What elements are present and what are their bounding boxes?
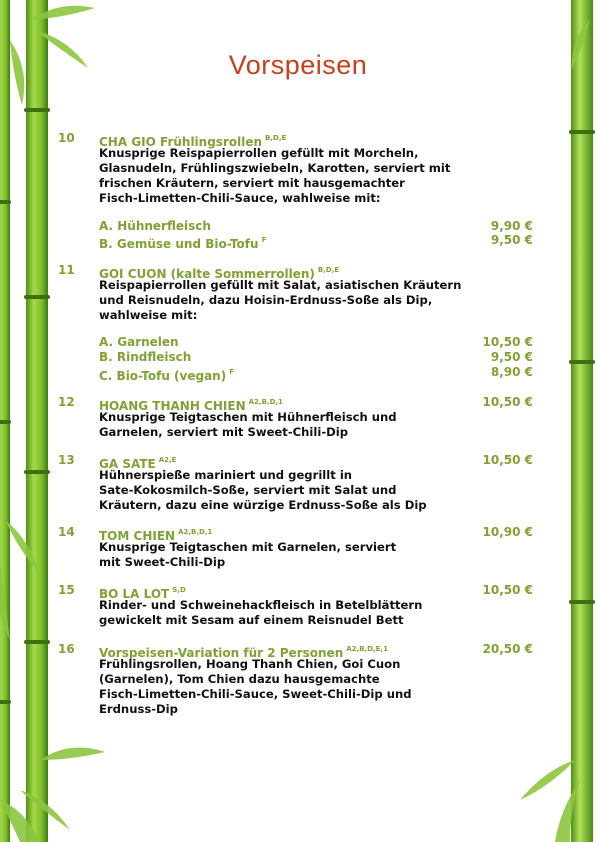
option-label-text: A. Hühnerfleisch [99,219,211,233]
description-line: mit Sweet-Chili-Dip [99,555,226,569]
item-description [99,540,499,570]
description-line: gewickelt mit Sesam auf einem Reisnudel Bett [99,613,404,627]
item-name-text: TOM CHIEN [99,529,176,543]
allergen-codes: S,D [172,586,186,594]
description-line: Kräutern, dazu eine würzige Erdnuss-Soße als Dip [99,498,427,512]
allergen-codes: A2,B,D,1 [178,528,213,536]
option-label [99,350,191,365]
option-price: 9,50 € [490,350,533,364]
allergen-codes: A2,B,D,1 [248,398,283,406]
item-number: 11 [58,263,75,277]
allergen-codes: F [261,236,267,244]
menu-option [0,219,596,234]
description-line: Fisch-Limetten-Chili-Sauce, Sweet-Chili-Dip und [99,687,412,701]
item-number: 16 [58,642,75,656]
item-description [99,468,499,513]
description-line: Knusprige Teigtaschen mit Hühnerfleisch und [99,410,397,424]
description-line: und Reisnudeln, dazu Hoisin-Erdnuss-Soße als Dip, [99,293,433,307]
description-line: frischen Kräutern, serviert mit hausgemachter [99,176,405,190]
item-number: 13 [58,453,75,467]
item-price: 10,50 € [482,453,533,467]
item-name-text: HOANG THANH CHIEN [99,399,246,413]
option-price: 8,90 € [490,365,533,379]
item-description [99,410,499,440]
description-line: Fisch-Limetten-Chili-Sauce, wahlweise mit: [99,191,381,205]
item-description [99,278,499,323]
item-number: 14 [58,525,75,539]
option-label [99,365,234,384]
option-label-text: B. Rindfleisch [99,350,192,364]
item-number: 15 [58,583,75,597]
description-line: wahlweise mit: [99,308,198,322]
description-line: Knusprige Reispapierrollen gefüllt mit Morcheln, [99,146,419,160]
description-line: Knusprige Teigtaschen mit Garnelen, serviert [99,540,397,554]
description-line: Erdnuss-Dip [99,702,178,716]
description-line: Garnelen, serviert mit Sweet-Chili-Dip [99,425,349,439]
item-price: 10,50 € [482,583,533,597]
option-label-text: C. Bio-Tofu (vegan) [99,369,227,383]
item-name-text: GOI CUON (kalte Sommerrollen) [99,267,315,281]
item-name-text: CHA GIO Frühlingsrollen [99,135,263,149]
item-description [99,598,499,628]
page-title: Vorspeisen [228,50,368,80]
description-line: (Garnelen), Tom Chien dazu hausgemachte [99,672,380,686]
item-number: 12 [58,395,75,409]
description-line: Reispapierrollen gefüllt mit Salat, asiatischen Kräutern [99,278,462,292]
description-line: Frühlingsrollen, Hoang Thanh Chien, Goi Cuon [99,657,401,671]
item-description [99,146,499,206]
option-label-text: B. Gemüse und Bio-Tofu [99,237,259,251]
item-name-text: GA SATE [99,457,156,471]
item-price: 20,50 € [482,642,533,656]
description-line: Rinder- und Schweinehackfleisch in Betelblättern [99,598,423,612]
item-name-text: Vorspeisen-Variation für 2 Personen [99,646,344,660]
item-number: 10 [58,131,75,145]
description-line: Hühnerspieße mariniert und gegrillt in [99,468,353,482]
description-line: Sate-Kokosmilch-Soße, serviert mit Salat und [99,483,397,497]
allergen-codes: A2,B,D,E,1 [346,645,388,653]
menu-option [0,350,596,365]
item-price: 10,90 € [482,525,533,539]
option-label [99,219,211,234]
allergen-codes: F [229,368,234,376]
item-description [99,657,499,717]
menu-option [0,365,596,383]
item-name-text: BO LA LOT [99,587,170,601]
option-price: 9,50 € [490,233,533,247]
description-line: Glasnudeln, Frühlingszwiebeln, Karotten, serviert mit [99,161,451,175]
menu-option [0,335,596,350]
option-label [99,335,179,350]
option-price: 10,50 € [482,335,533,349]
item-price: 10,50 € [482,395,533,409]
menu-option [0,233,596,251]
allergen-codes: B,D,E [265,134,287,142]
option-label [99,233,266,252]
option-label-text: A. Garnelen [99,335,179,349]
allergen-codes: B,D,E [317,266,340,274]
allergen-codes: A2,E [158,456,177,464]
option-price: 9,90 € [490,219,533,233]
